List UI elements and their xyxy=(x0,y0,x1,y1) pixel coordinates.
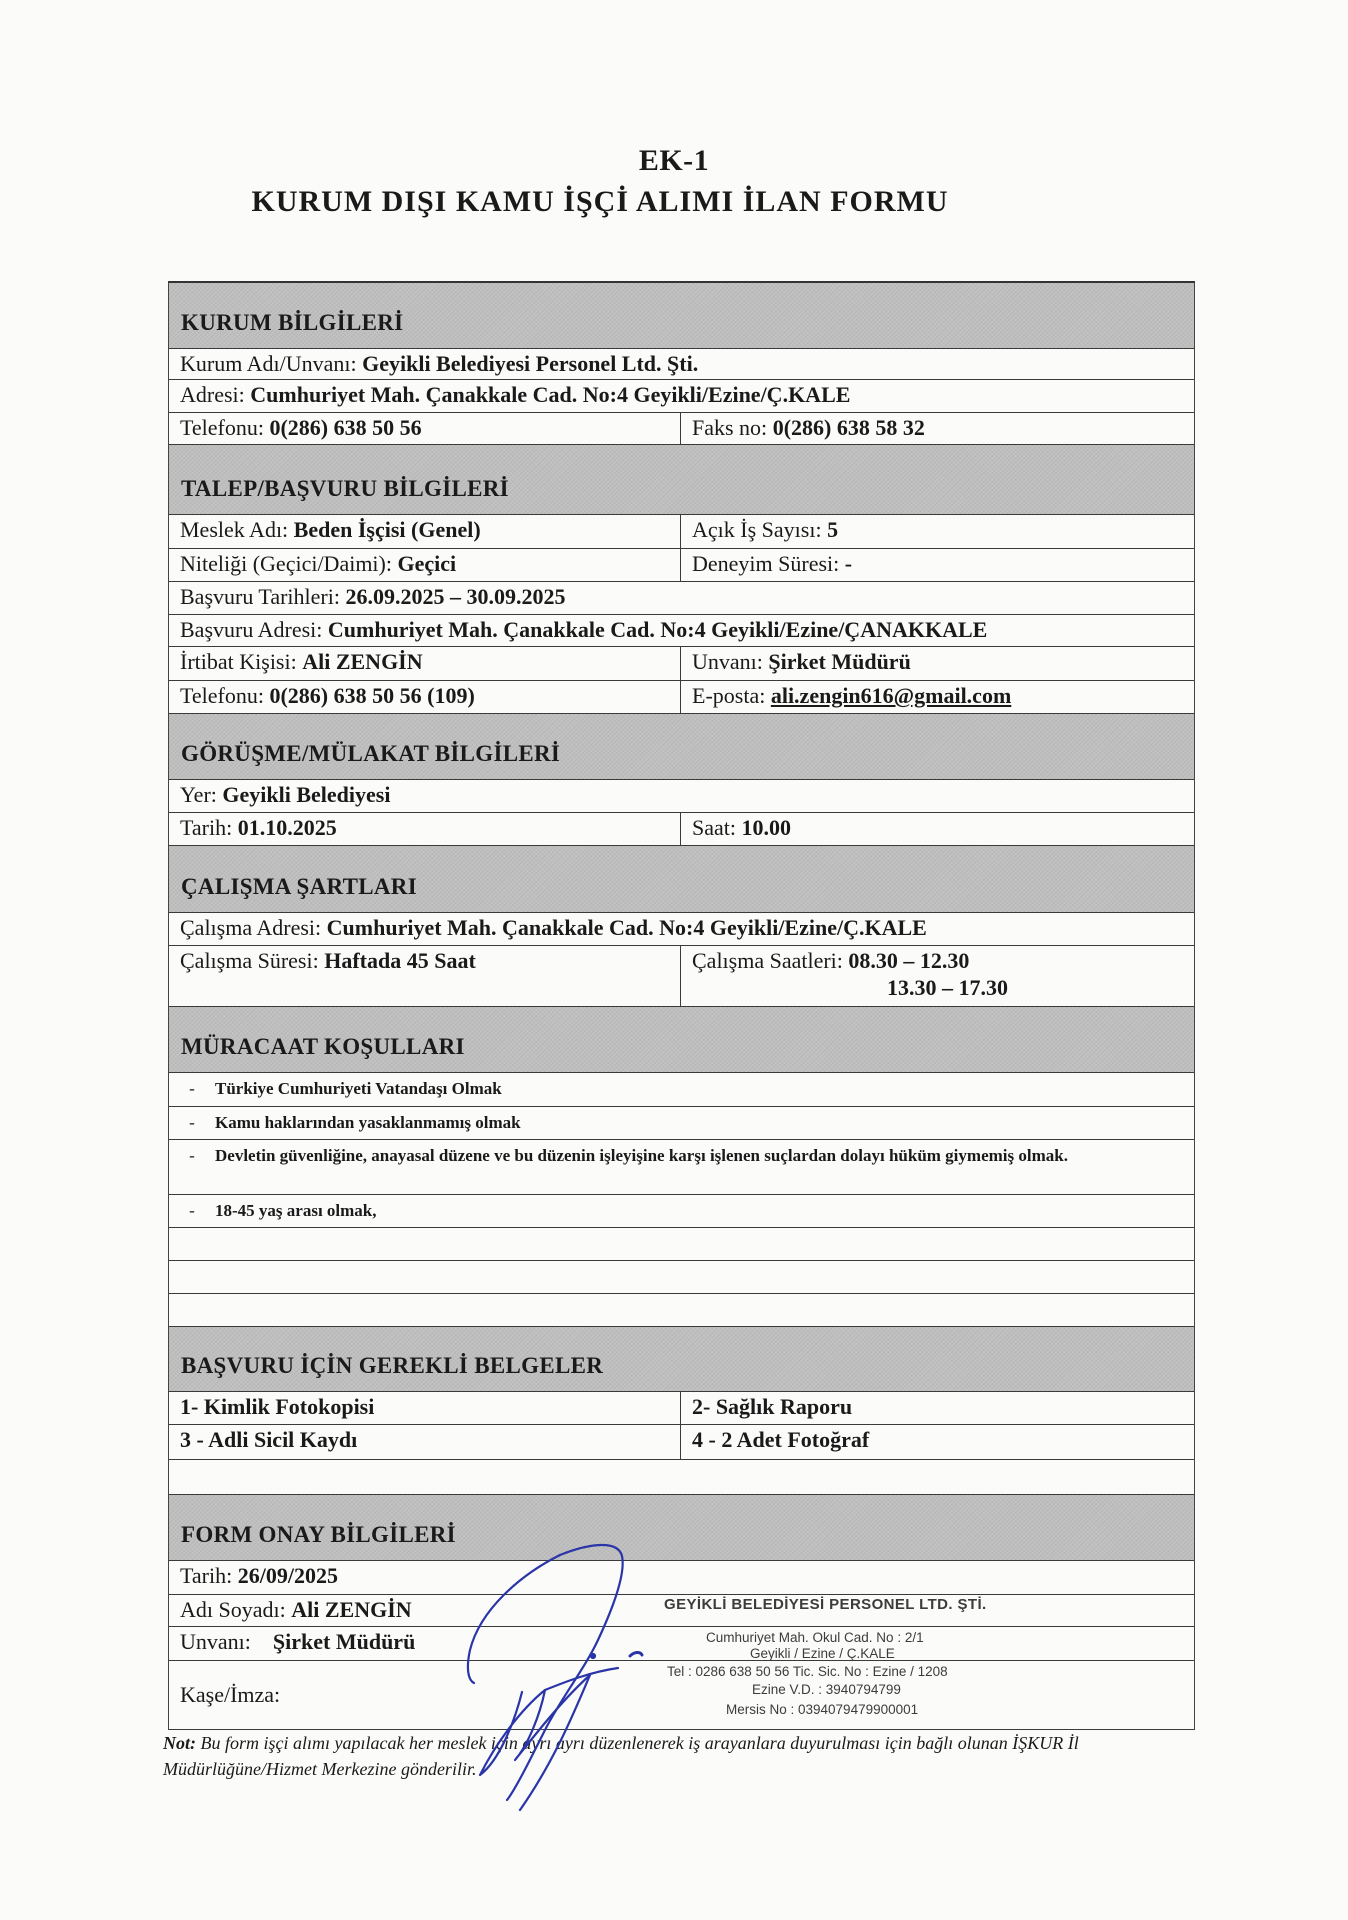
interview-place-label: Yer: xyxy=(180,782,217,807)
row-institution-name xyxy=(169,349,1194,380)
condition-text: Devletin güvenliğine, anayasal düzene ve bu düzenin işleyişine karşı işlenen suçlardan dolayı hüküm giymemiş olmak. xyxy=(215,1146,1068,1165)
condition-item xyxy=(169,1140,1194,1195)
section-header-kurum xyxy=(169,283,1194,349)
section-title: TALEP/BAŞVURU BİLGİLERİ xyxy=(181,476,509,501)
application-address-label: Başvuru Adresi: xyxy=(180,617,323,642)
approver-name-label: Adı Soyadı: xyxy=(180,1597,286,1622)
row-institution-phone-fax xyxy=(169,413,1194,445)
contact-phone-label: Telefonu: xyxy=(180,683,264,708)
stamp-company-name: GEYİKLİ BELEDİYESİ PERSONEL LTD. ŞTİ. xyxy=(664,1596,987,1613)
stamp-address-line-2: Geyikli / Ezine / Ç.KALE xyxy=(750,1646,895,1661)
condition-text: 18-45 yaş arası olmak, xyxy=(215,1201,377,1220)
institution-phone-value: 0(286) 638 50 56 xyxy=(269,415,422,440)
bullet-dash: - xyxy=(189,1146,195,1165)
row-work-address xyxy=(169,913,1194,946)
work-duration-label: Çalışma Süresi: xyxy=(180,948,319,973)
section-title: MÜRACAAT KOŞULLARI xyxy=(181,1034,465,1059)
condition-item xyxy=(169,1107,1194,1140)
work-hours-label: Çalışma Saatleri: xyxy=(692,948,843,973)
annex-label: EK-1 xyxy=(638,144,710,177)
row-institution-address xyxy=(169,380,1194,413)
section-header-documents xyxy=(169,1327,1194,1392)
work-hours-afternoon: 13.30 – 17.30 xyxy=(887,975,1008,1000)
approver-title-value: Şirket Müdürü xyxy=(272,1629,416,1654)
empty-row xyxy=(169,1294,1194,1327)
document-item: 2- Sağlık Raporu xyxy=(692,1394,853,1419)
application-address-value: Cumhuriyet Mah. Çanakkale Cad. No:4 Geyikli/Ezine/ÇANAKKALE xyxy=(327,617,988,642)
note-label: Not: xyxy=(163,1733,196,1753)
row-contact xyxy=(169,647,1194,681)
empty-row xyxy=(169,1261,1194,1294)
institution-phone-label: Telefonu: xyxy=(180,415,264,440)
nature-label: Niteliği (Geçici/Daimi): xyxy=(180,551,392,576)
section-header-approval xyxy=(169,1495,1194,1561)
row-application-address xyxy=(169,615,1194,647)
contact-person-label: İrtibat Kişisi: xyxy=(180,649,297,674)
stamp-address-line-1: Cumhuriyet Mah. Okul Cad. No : 2/1 xyxy=(706,1630,924,1645)
row-interview-place xyxy=(169,780,1194,813)
contact-email-label: E-posta: xyxy=(692,683,766,708)
condition-item xyxy=(169,1195,1194,1228)
announcement-form-table xyxy=(168,281,1195,1730)
work-hours-morning: 08.30 – 12.30 xyxy=(848,948,970,973)
bullet-dash: - xyxy=(189,1201,195,1220)
row-nature xyxy=(169,549,1194,582)
footer-note xyxy=(163,1730,1203,1782)
section-title: BAŞVURU İÇİN GEREKLİ BELGELER xyxy=(181,1353,604,1378)
interview-date-label: Tarih: xyxy=(180,815,233,840)
occupation-label: Meslek Adı: xyxy=(180,517,289,542)
interview-time-label: Saat: xyxy=(692,815,736,840)
institution-address-label: Adresi: xyxy=(180,382,245,407)
section-header-talep xyxy=(169,445,1194,515)
row-approval-date xyxy=(169,1561,1194,1595)
interview-place-value: Geyikli Belediyesi xyxy=(222,782,391,807)
empty-row xyxy=(169,1460,1194,1495)
section-title: FORM ONAY BİLGİLERİ xyxy=(181,1522,456,1547)
row-contact-phone-email xyxy=(169,681,1194,714)
experience-value: - xyxy=(844,551,853,576)
section-header-interview xyxy=(169,714,1194,780)
nature-value: Geçici xyxy=(397,551,457,576)
work-address-value: Cumhuriyet Mah. Çanakkale Cad. No:4 Geyikli/Ezine/Ç.KALE xyxy=(326,915,927,940)
openings-label: Açık İş Sayısı: xyxy=(692,517,822,542)
row-interview-date-time xyxy=(169,813,1194,846)
approval-date-label: Tarih: xyxy=(180,1563,233,1588)
approver-title-label: Unvanı: xyxy=(180,1629,268,1654)
experience-label: Deneyim Süresi: xyxy=(692,551,840,576)
institution-name-value: Geyikli Belediyesi Personel Ltd. Şti. xyxy=(362,351,699,376)
section-title: GÖRÜŞME/MÜLAKAT BİLGİLERİ xyxy=(181,741,561,766)
condition-text: Kamu haklarından yasaklanmamış olmak xyxy=(215,1113,521,1132)
application-dates-label: Başvuru Tarihleri: xyxy=(180,584,340,609)
contact-phone-value: 0(286) 638 50 56 (109) xyxy=(269,683,475,708)
document-item: 3 - Adli Sicil Kaydı xyxy=(169,1425,681,1459)
interview-date-value: 01.10.2025 xyxy=(237,815,337,840)
note-text: Bu form işçi alımı yapılacak her meslek için ayrı ayrı düzenlenerek iş arayanlara duyurulması için bağlı olunan İŞKUR İl Müdürlüğüne/Hizmet Merkezine gönderilir. xyxy=(163,1733,1079,1779)
form-title: KURUM DIŞI KAMU İŞÇİ ALIMI İLAN FORMU xyxy=(251,185,949,218)
document-item: 1- Kimlik Fotokopisi xyxy=(169,1392,681,1424)
section-title: ÇALIŞMA ŞARTLARI xyxy=(181,874,417,899)
row-work-duration-hours xyxy=(169,946,1194,1007)
row-documents-2 xyxy=(169,1425,1194,1460)
section-header-conditions xyxy=(169,1007,1194,1073)
stamp-mersis: Mersis No : 0394079479900001 xyxy=(726,1702,919,1717)
occupation-value: Beden İşçisi (Genel) xyxy=(293,517,481,542)
institution-address-value: Cumhuriyet Mah. Çanakkale Cad. No:4 Geyikli/Ezine/Ç.KALE xyxy=(250,382,851,407)
empty-row xyxy=(169,1228,1194,1261)
openings-value: 5 xyxy=(827,517,839,542)
row-application-dates xyxy=(169,582,1194,615)
stamp-tax-office: Ezine V.D. : 3940794799 xyxy=(752,1682,901,1697)
institution-name-label: Kurum Adı/Unvanı: xyxy=(180,351,357,376)
institution-fax-label: Faks no: xyxy=(692,415,768,440)
application-dates-value: 26.09.2025 – 30.09.2025 xyxy=(345,584,566,609)
work-duration-value: Haftada 45 Saat xyxy=(324,948,476,973)
bullet-dash: - xyxy=(189,1113,195,1132)
contact-title-value: Şirket Müdürü xyxy=(768,649,911,674)
section-title: KURUM BİLGİLERİ xyxy=(181,310,404,335)
section-header-working-conditions xyxy=(169,846,1194,913)
work-address-label: Çalışma Adresi: xyxy=(180,915,322,940)
institution-fax-value: 0(286) 638 58 32 xyxy=(772,415,925,440)
row-occupation xyxy=(169,515,1194,549)
interview-time-value: 10.00 xyxy=(741,815,791,840)
contact-person-value: Ali ZENGİN xyxy=(302,649,423,674)
row-documents-1 xyxy=(169,1392,1194,1425)
condition-item xyxy=(169,1073,1194,1107)
stamp-signature-label: Kaşe/İmza: xyxy=(180,1682,281,1707)
contact-title-label: Unvanı: xyxy=(692,649,763,674)
stamp-tel-registry: Tel : 0286 638 50 56 Tic. Sic. No : Ezine / 1208 xyxy=(667,1664,948,1679)
bullet-dash: - xyxy=(189,1079,195,1098)
row-approver-title xyxy=(169,1627,1194,1661)
condition-text: Türkiye Cumhuriyeti Vatandaşı Olmak xyxy=(215,1079,502,1098)
contact-email-link[interactable]: ali.zengin616@gmail.com xyxy=(770,683,1012,708)
approval-date-value: 26/09/2025 xyxy=(237,1563,338,1588)
approver-name-value: Ali ZENGİN xyxy=(291,1597,412,1622)
document-item: 4 - 2 Adet Fotoğraf xyxy=(692,1427,870,1452)
